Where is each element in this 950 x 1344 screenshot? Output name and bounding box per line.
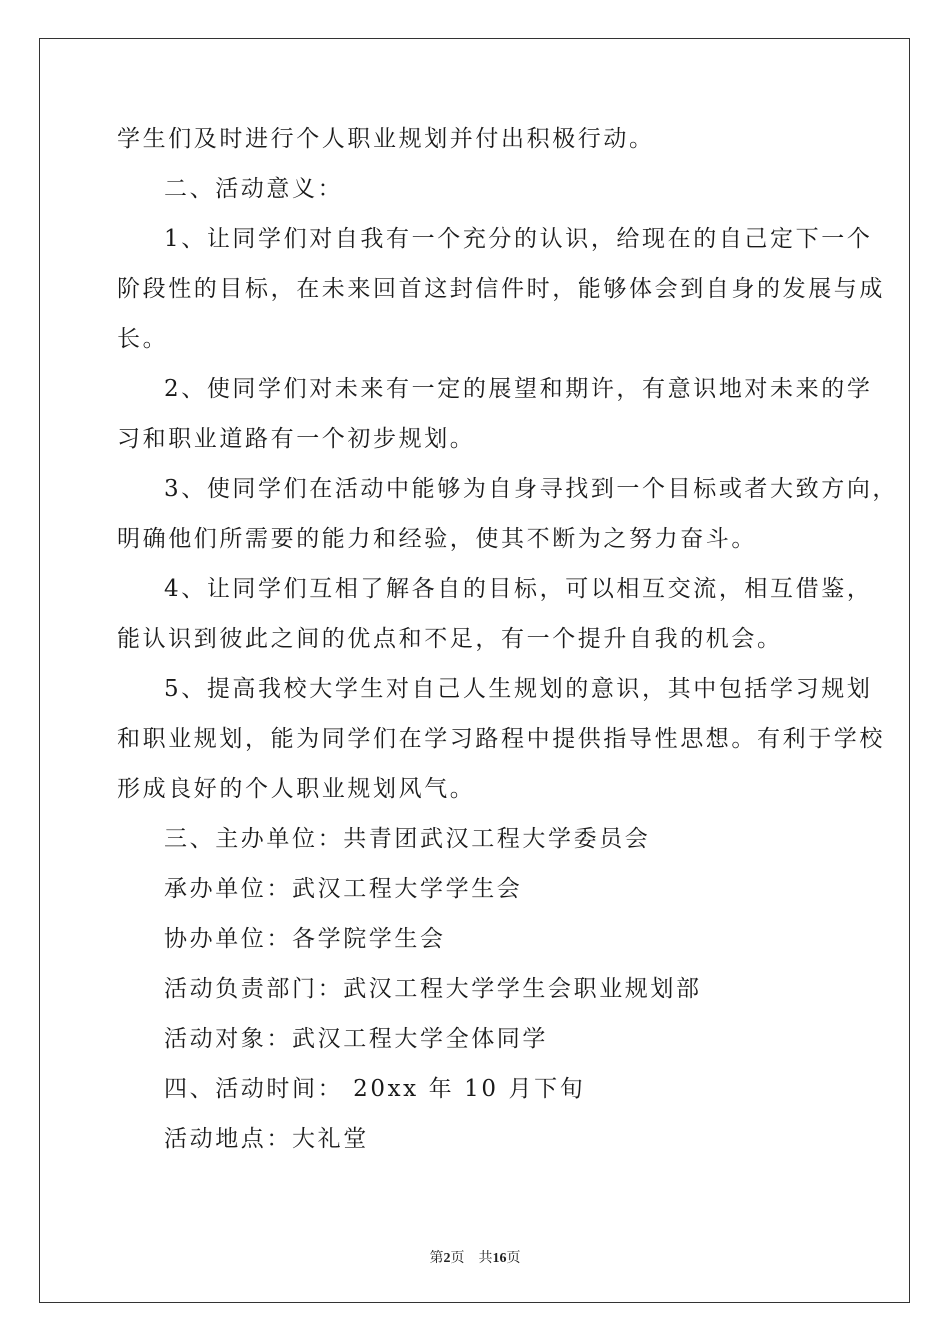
text-line: 5、提高我校大学生对自己人生规划的意识，其中包括学习规划	[164, 676, 873, 702]
text-line: 承办单位：武汉工程大学学生会	[164, 876, 523, 902]
page-suffix: 页	[450, 1251, 465, 1266]
text-line: 能认识到彼此之间的优点和不足，有一个提升自我的机会。	[117, 626, 783, 652]
total-prefix: 共	[478, 1251, 493, 1266]
text-line: 4、让同学们互相了解各自的目标，可以相互交流，相互借鉴，	[164, 576, 873, 602]
text-line: 阶段性的目标，在未来回首这封信件时，能够体会到自身的发展与成	[117, 276, 885, 302]
text-line: 1、让同学们对自我有一个充分的认识，给现在的自己定下一个	[164, 226, 873, 252]
section-heading: 四、活动时间： 20xx 年 10 月下旬	[164, 1076, 586, 1102]
text-line: 习和职业道路有一个初步规划。	[117, 426, 476, 452]
text-line: 协办单位：各学院学生会	[164, 926, 446, 952]
page-footer	[0, 1247, 950, 1267]
text-line: 和职业规划，能为同学们在学习路程中提供指导性思想。有利于学校	[117, 726, 885, 752]
text-line: 学生们及时进行个人职业规划并付出积极行动。	[117, 126, 655, 152]
page-number: 2	[443, 1251, 451, 1266]
text-line: 2、使同学们对未来有一定的展望和期许，有意识地对未来的学	[164, 376, 873, 402]
text-line: 长。	[117, 326, 169, 352]
text-line: 活动对象：武汉工程大学全体同学	[164, 1026, 548, 1052]
text-line: 活动地点：大礼堂	[164, 1126, 369, 1152]
text-line: 3、使同学们在活动中能够为自身寻找到一个目标或者大致方向，	[164, 476, 899, 502]
total-pages: 16	[492, 1251, 507, 1266]
section-heading: 二、活动意义：	[164, 176, 344, 202]
text-line: 活动负责部门：武汉工程大学学生会职业规划部	[164, 976, 702, 1002]
page-prefix: 第	[429, 1251, 444, 1266]
text-line: 形成良好的个人职业规划风气。	[117, 776, 476, 802]
total-suffix: 页	[506, 1251, 521, 1266]
text-line: 明确他们所需要的能力和经验，使其不断为之努力奋斗。	[117, 526, 757, 552]
section-heading: 三、主办单位：共青团武汉工程大学委员会	[164, 826, 651, 852]
